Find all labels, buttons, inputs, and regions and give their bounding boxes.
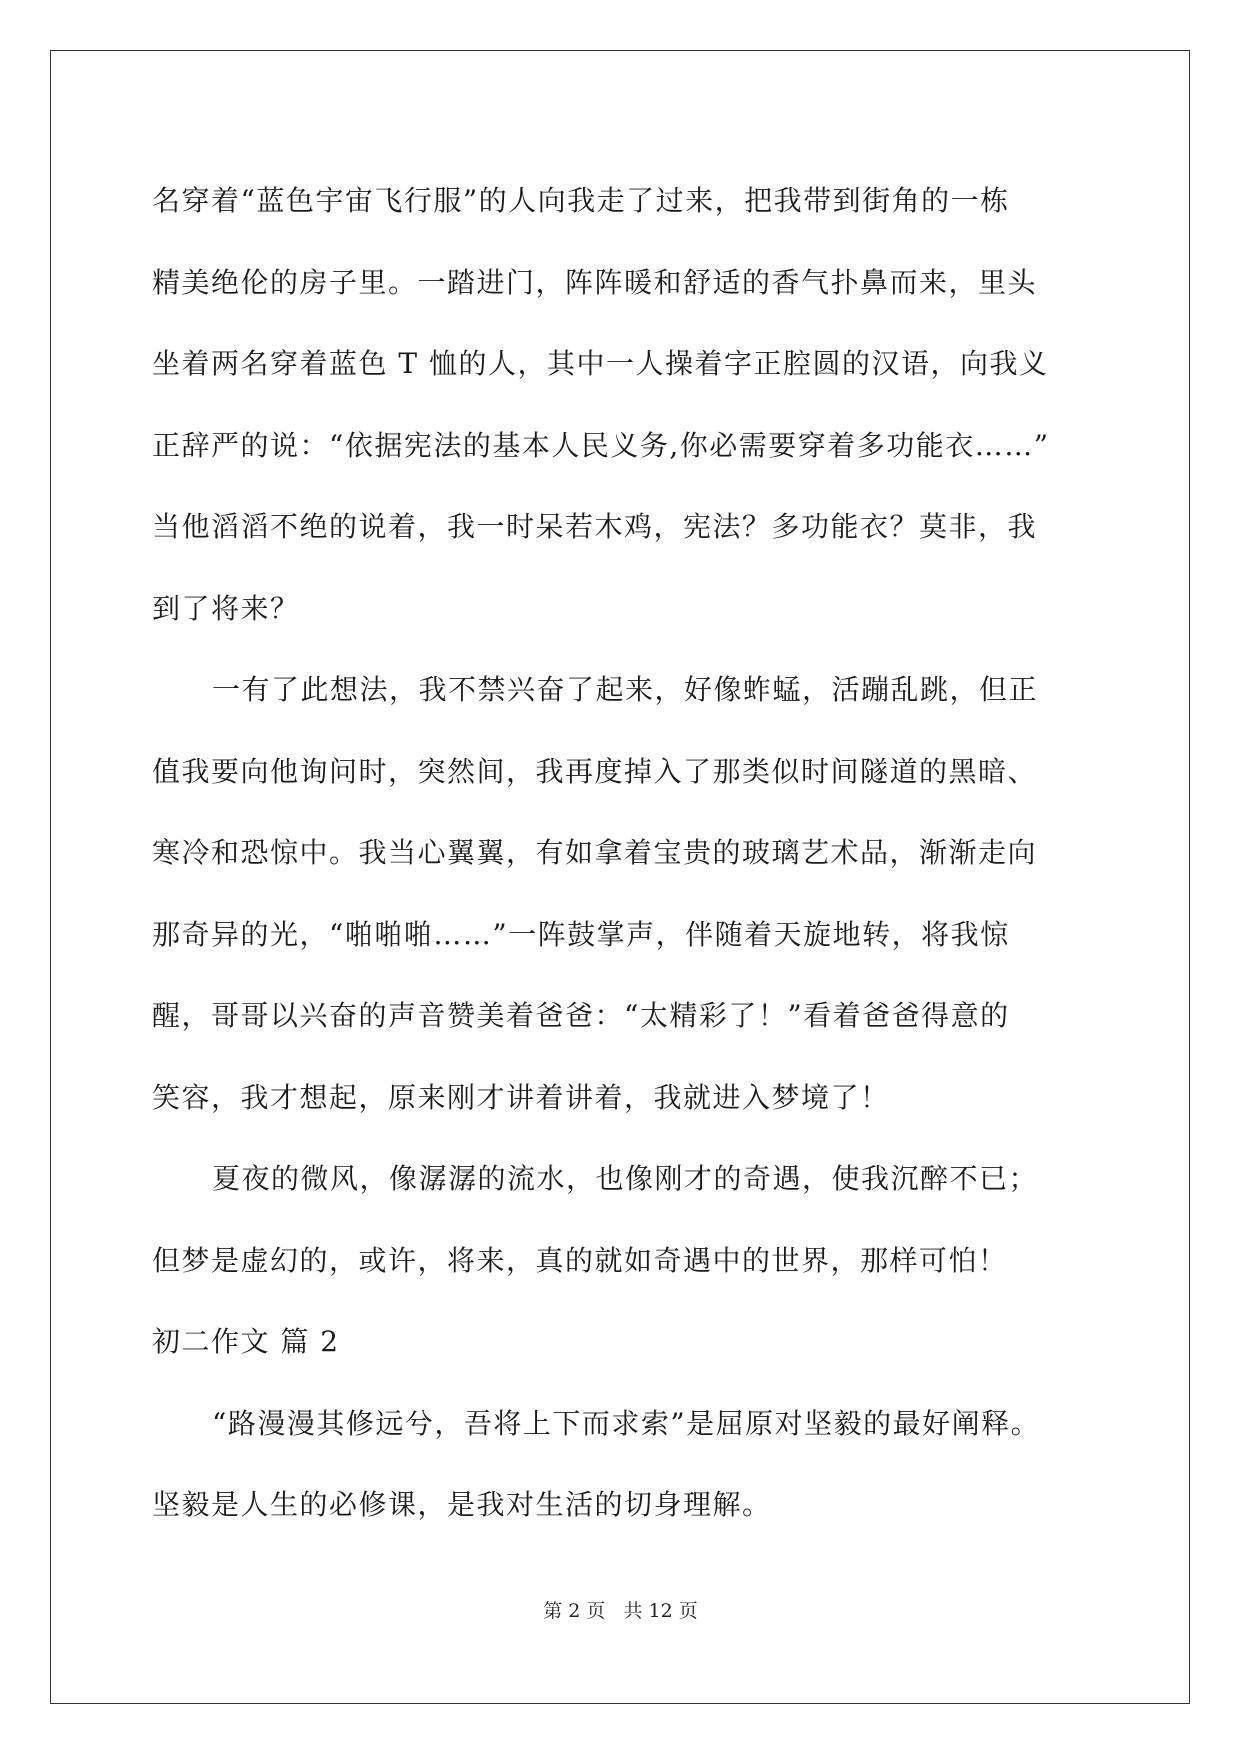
text-line: 但梦是虚幻的，或许，将来，真的就如奇遇中的世界，那样可怕！ bbox=[152, 1243, 1008, 1277]
text-line: 值我要向他询问时，突然间，我再度掉入了那类似时间隧道的黑暗、 bbox=[152, 754, 1038, 788]
text-line: 当他滔滔不绝的说着，我一时呆若木鸡，宪法？多功能衣？莫非，我 bbox=[152, 510, 1038, 543]
text-line: 一有了此想法，我不禁兴奋了起来，好像蚱蜢，活蹦乱跳，但正 bbox=[212, 673, 1039, 706]
text-line: 夏夜的微风，像潺潺的流水，也像刚才的奇遇，使我沉醉不已； bbox=[212, 1162, 1039, 1195]
text-line: 精美绝伦的房子里。一踏进门，阵阵暖和舒适的香气扑鼻而来，里头 bbox=[152, 265, 1038, 299]
text-line: 到了将来？ bbox=[152, 591, 300, 625]
page-total: 共 12 页 bbox=[623, 1600, 698, 1622]
text-line: 名穿着“蓝色宇宙飞行服”的人向我走了过来，把我带到街角的一栋 bbox=[152, 184, 1010, 217]
text-line: 笑容，我才想起，原来刚才讲着讲着，我就进入梦境了！ bbox=[152, 1080, 890, 1114]
text-line: 正辞严的说：“依据宪法的基本人民义务,你必需要穿着多功能衣……” bbox=[152, 428, 1050, 462]
text-line: 寒冷和恐惊中。我当心翼翼，有如拿着宝贵的玻璃艺术品，渐渐走向 bbox=[152, 836, 1038, 869]
text-line: 那奇异的光，“啪啪啪……”一阵鼓掌声，伴随着天旋地转，将我惊 bbox=[152, 917, 1010, 951]
text-line: 坐着两名穿着蓝色 T 恤的人，其中一人操着字正腔圆的汉语，向我义 bbox=[152, 347, 1049, 380]
text-line: 坚毅是人生的必修课，是我对生活的切身理解。 bbox=[152, 1488, 772, 1521]
section-heading: 初二作文 篇 2 bbox=[152, 1325, 340, 1358]
text-line: 醒，哥哥以兴奋的声音赞美着爸爸：“太精彩了！”看着爸爸得意的 bbox=[152, 999, 1010, 1032]
text-line: “路漫漫其修远兮，吾将上下而求索”是屈原对坚毅的最好阐释。 bbox=[212, 1406, 1041, 1440]
document-body bbox=[152, 160, 1112, 1546]
page-footer bbox=[0, 1596, 1241, 1623]
page-number: 第 2 页 bbox=[543, 1600, 606, 1622]
